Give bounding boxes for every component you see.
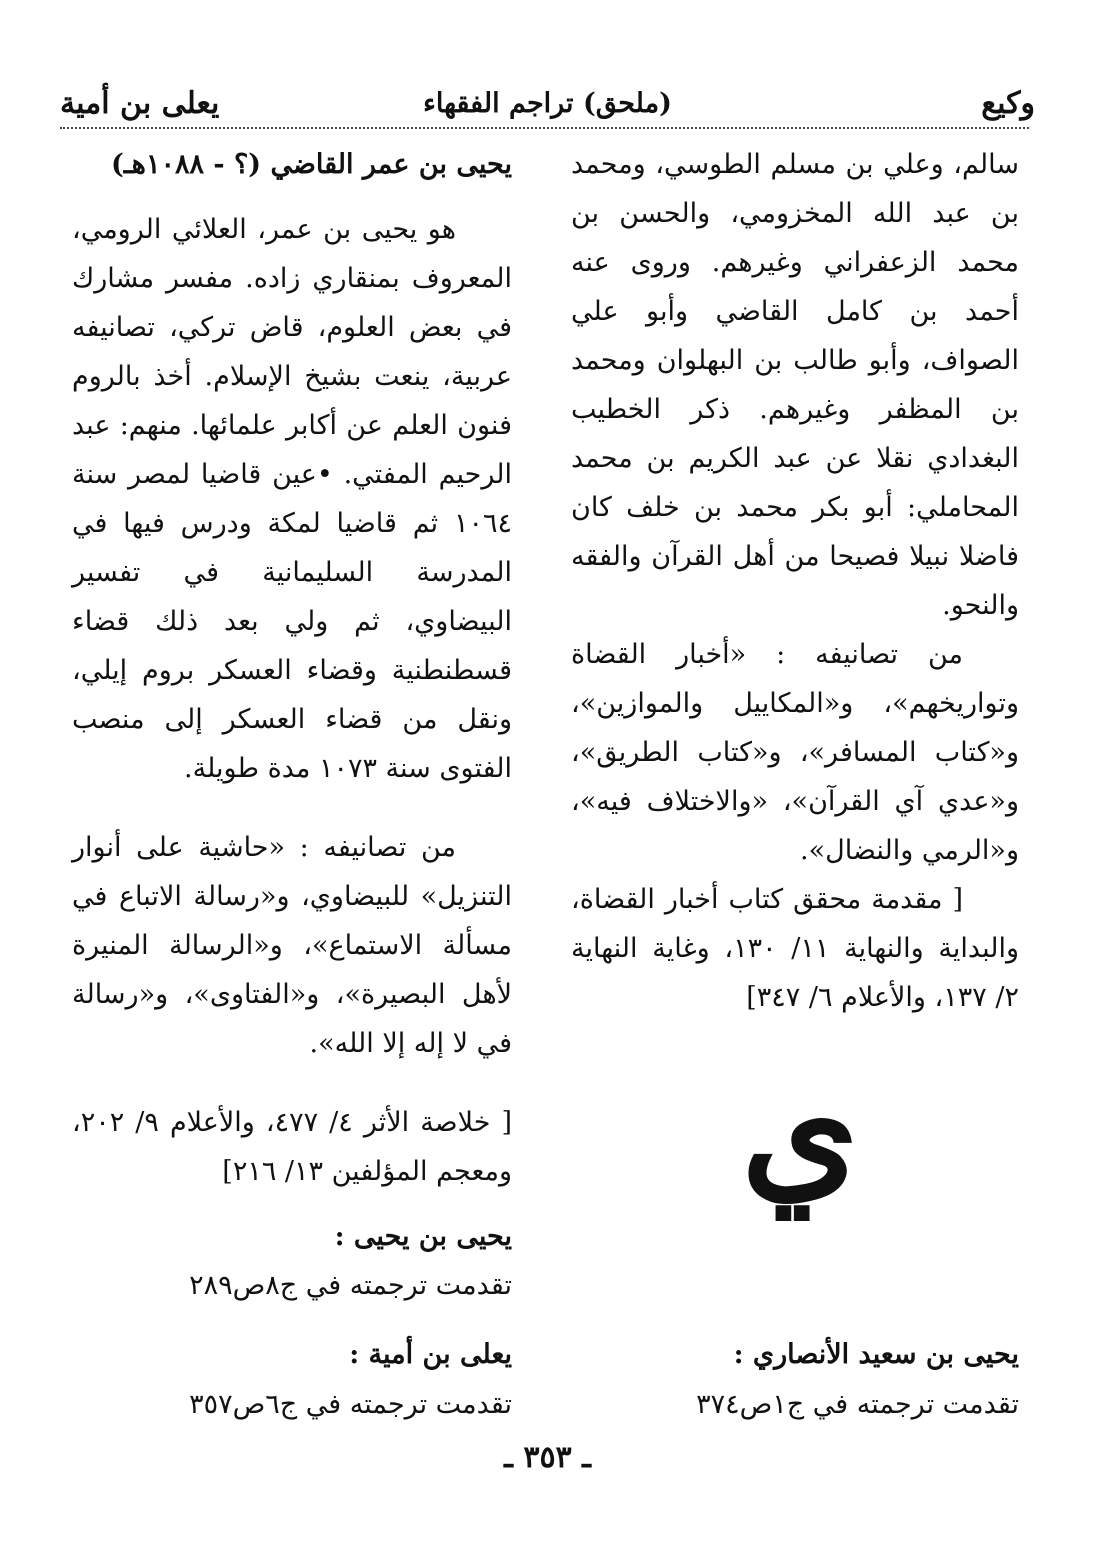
section-letter: ي bbox=[741, 1042, 859, 1218]
spacer bbox=[72, 1196, 512, 1212]
works-paragraph: من تصانيفه : «أخبار القضاة وتواريخهم»، و«المكاييل والموازين»، و«كتاب المسافر»، و«كتاب الطريق»، و«عدي آي القرآن»، «والاختلاف فيه»، و«الرمي والنضال». bbox=[571, 639, 1019, 866]
sources-paragraph: [ مقدمة محقق كتاب أخبار القضاة، والبداية والنهاية ١١/ ١٣٠، وغاية النهاية ٢/ ١٣٧، والأعلام ٦/ ٣٤٧] bbox=[571, 884, 1019, 1013]
spacer bbox=[72, 1068, 512, 1098]
entry-yahya-ansari bbox=[696, 1330, 1019, 1430]
header-left-word: يعلى بن أمية bbox=[60, 85, 220, 121]
entry-text: هو يحيى بن عمر، العلائي الرومي، المعروف بمنقاري زاده. مفسر مشارك في بعض العلوم، قاض تركي، تصانيفه عربية، ينعت بشيخ الإسلام. أخذ بالروم فنون العلم عن أكابر علمائها. منهم: عبد الرحيم المفتي. •عين قاضيا لمصر سنة ١٠٦٤ ثم قاضيا لمكة ودرس فيها في المدرسة السليمانية في تفسير البيضاوي، ثم ولي بعد ذلك قضاء قسطنطنية وقضاء العسكر بروم إيلي، ونقل من قضاء العسكر إلى منصب الفتوى سنة ١٠٧٣ مدة طويلة. bbox=[72, 214, 512, 784]
page-number: ـ ٣٥٣ ـ bbox=[504, 1440, 591, 1475]
entry-reference: تقدمت ترجمته في ج٨ص٢٨٩ bbox=[189, 1270, 512, 1301]
entry-reference: تقدمت ترجمته في ج١ص٣٧٤ bbox=[696, 1389, 1019, 1420]
entry-name: يحيى بن يحيى : bbox=[334, 1221, 512, 1252]
sources-paragraph: [ خلاصة الأثر ٤/ ٤٧٧، والأعلام ٩/ ٢٠٢، ومعجم المؤلفين ١٣/ ٢١٦] bbox=[72, 1107, 512, 1187]
works-paragraph: من تصانيفه : «حاشية على أنوار التنزيل» للبيضاوي، و«رسالة الاتباع في مسألة الاستماع»، و«الرسالة المنيرة لأهل البصيرة»، و«الفتاوى»، و«رسالة في لا إله إلا الله». bbox=[72, 832, 512, 1059]
header-right-word: وكيع bbox=[981, 85, 1035, 121]
entry-heading: يحيى بن عمر القاضي (؟ - ١٠٨٨هـ) bbox=[111, 149, 512, 180]
right-column bbox=[571, 140, 1019, 1022]
header-title: (ملحق) تراجم الفقهاء bbox=[423, 87, 672, 119]
entry-yala bbox=[189, 1330, 512, 1430]
entry-name: يحيى بن سعيد الأنصاري : bbox=[733, 1339, 1019, 1370]
entry-name: يعلى بن أمية : bbox=[349, 1339, 512, 1370]
header-rule bbox=[60, 127, 1029, 129]
spacer bbox=[72, 189, 512, 205]
entry-text: سالم، وعلي بن مسلم الطوسي، ومحمد بن عبد الله المخزومي، والحسن بن محمد الزعفراني وغيرهم. وروى عنه أحمد بن كامل القاضي وأبو علي الصواف، وأبو طالب بن البهلوان ومحمد بن المظفر وغيرهم. ذكر الخطيب البغدادي نقلا عن عبد الكريم بن محمد المحاملي: أبو بكر محمد بن خلف كان فاضلا نبيلا فصيحا من أهل القرآن والفقه والنحو. bbox=[571, 149, 1019, 621]
running-header bbox=[60, 80, 1035, 126]
entry-reference: تقدمت ترجمته في ج٦ص٣٥٧ bbox=[189, 1389, 512, 1420]
left-column bbox=[72, 140, 512, 1310]
spacer bbox=[72, 793, 512, 823]
